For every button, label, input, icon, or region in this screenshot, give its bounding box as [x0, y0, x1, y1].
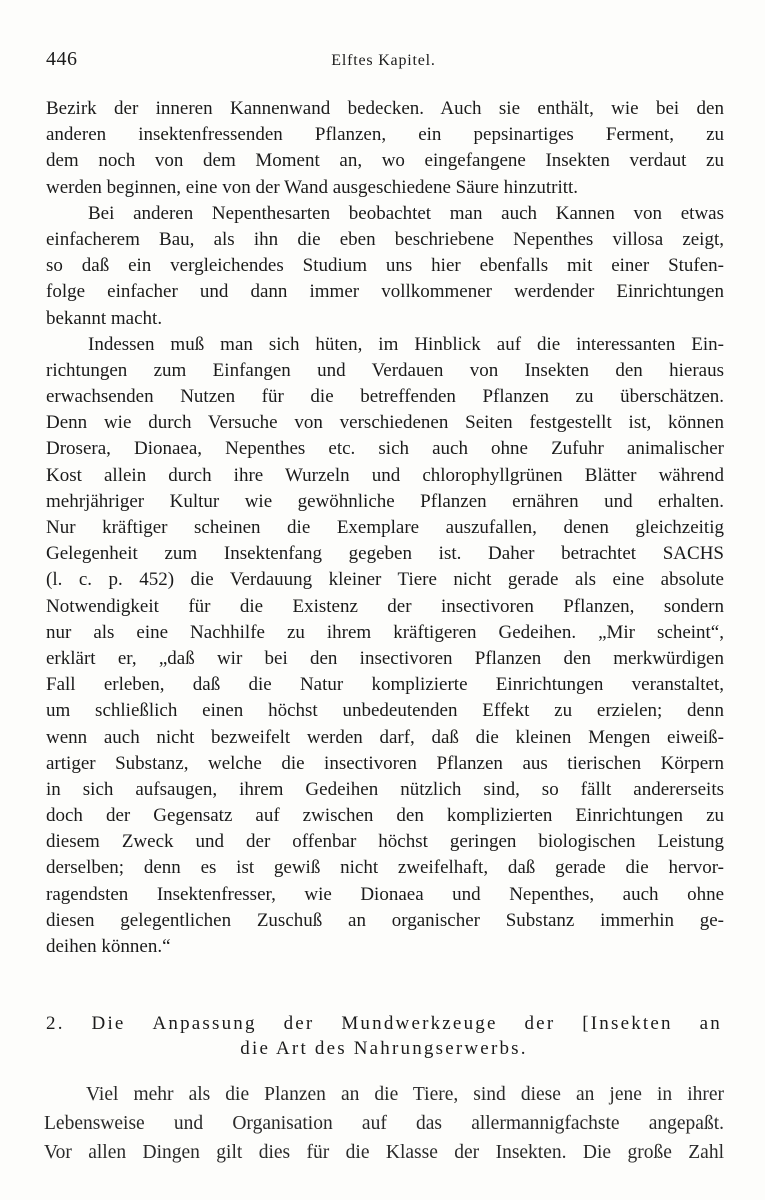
section-heading-line-2: die Art des Nahrungserwerbs. — [240, 1038, 528, 1059]
paragraph — [46, 96, 724, 201]
section-heading-line-1 — [46, 1011, 722, 1036]
text-line: ragendsten Insektenfresser, wie Dionaea und Nepenthes, auch ohne — [46, 883, 724, 905]
page-header — [46, 48, 721, 76]
text-line: Viel mehr als die Planzen an die Tiere, sind diese an jene in ihrer — [86, 1084, 724, 1105]
text-line: diesem Zweck und der offenbar höchst geringen biologischen Leistung — [46, 831, 724, 853]
text-line: Lebensweise und Organisation auf das allermannigfachste angepaßt. — [44, 1113, 724, 1134]
text-line: deihen können.“ — [46, 936, 171, 957]
text-line: Gelegenheit zum Insektenfang gegeben ist. Daher betrachtet SACHS — [46, 543, 724, 565]
heading-word: der — [283, 1013, 315, 1034]
text-line: werden beginnen, eine von der Wand ausgeschiedene Säure hinzutritt. — [46, 176, 579, 198]
text-line: Kost allein durch ihre Wurzeln und chlorophyllgrünen Blätter während — [46, 464, 724, 486]
heading-word: Anpassung — [152, 1013, 257, 1034]
text-line: dem noch von dem Moment an, wo eingefangene Insekten verdaut zu — [46, 150, 724, 172]
paragraph — [46, 201, 724, 332]
text-line: um schließlich einen höchst unbedeutenden Effekt zu erzielen; denn — [46, 700, 724, 722]
page-number: 446 — [46, 48, 78, 70]
text-line: Bezirk der inneren Kannenwand bedecken. Auch sie enthält, wie bei den — [46, 98, 724, 119]
text-line: Notwendigkeit für die Existenz der insectivoren Pflanzen, sondern — [46, 595, 724, 617]
body-text — [46, 96, 724, 960]
text-line: Vor allen Dingen gilt dies für die Klasse der Insekten. Die große Zahl — [44, 1142, 724, 1163]
text-line: Fall erleben, daß die Natur komplizierte Einrichtungen veranstaltet, — [46, 674, 724, 696]
section-paragraph — [44, 1080, 724, 1167]
paragraph — [46, 332, 724, 961]
running-head: Elftes Kapitel. — [331, 52, 436, 69]
text-line: Drosera, Dionaea, Nepenthes etc. sich auch ohne Zufuhr animalischer — [46, 438, 724, 460]
heading-word: der — [524, 1013, 556, 1034]
text-line: richtungen zum Einfangen und Verdauen von Insekten den hieraus — [46, 359, 724, 381]
text-line: einfacherem Bau, als ihn die eben beschriebene Nepenthes villosa zeigt, — [46, 228, 724, 250]
text-line: artiger Substanz, welche die insectivoren Pflanzen aus tierischen Körpern — [46, 752, 724, 774]
text-line: bekannt macht. — [46, 307, 163, 329]
section-heading — [46, 1011, 722, 1061]
section-number: 2. — [46, 1013, 65, 1034]
text-line: folge einfacher und dann immer vollkommener werdender Einrichtungen — [46, 281, 724, 303]
text-line: Nur kräftiger scheinen die Exemplare auszufallen, denen gleichzeitig — [46, 517, 724, 538]
text-line: Bei anderen Nepenthesarten beobachtet man auch Kannen von etwas — [88, 202, 724, 224]
text-line: erklärt er, „daß wir bei den insectivoren Pflanzen den merkwürdigen — [46, 647, 724, 669]
text-line: in sich aufsaugen, ihrem Gedeihen nützlich sind, so fällt andererseits — [46, 778, 724, 800]
heading-word: [Insekten — [582, 1013, 673, 1034]
heading-word: Mundwerkzeuge — [341, 1013, 498, 1034]
text-line: Indessen muß man sich hüten, im Hinblick auf die interessanten Ein- — [88, 333, 724, 355]
text-line: Denn wie durch Versuche von verschiedenen Seiten festgestellt ist, können — [46, 412, 724, 434]
text-line: nur als eine Nachhilfe zu ihrem kräftigeren Gedeihen. „Mir scheint“, — [46, 621, 724, 643]
text-line: derselben; denn es ist gewiß nicht zweifelhaft, daß gerade die hervor- — [46, 857, 724, 879]
text-line: erwachsenden Nutzen für die betreffenden Pflanzen zu überschätzen. — [46, 386, 724, 408]
heading-word: an — [699, 1013, 722, 1034]
text-line: diesen gelegentlichen Zuschuß an organischer Substanz immerhin ge- — [46, 909, 724, 931]
heading-word: Die — [91, 1013, 126, 1034]
text-line: wenn auch nicht bezweifelt werden darf, daß die kleinen Mengen eiweiß- — [46, 726, 724, 748]
text-line: so daß ein vergleichendes Studium uns hier ebenfalls mit einer Stufen- — [46, 255, 724, 277]
text-line: anderen insektenfressenden Pflanzen, ein pepsinartiges Ferment, zu — [46, 124, 724, 146]
text-line: mehrjähriger Kultur wie gewöhnliche Pflanzen ernähren und erhalten. — [46, 490, 724, 512]
text-line: (l. c. p. 452) die Verdauung kleiner Tiere nicht gerade als eine absolute — [46, 569, 724, 591]
text-line: doch der Gegensatz auf zwischen den komplizierten Einrichtungen zu — [46, 805, 724, 827]
